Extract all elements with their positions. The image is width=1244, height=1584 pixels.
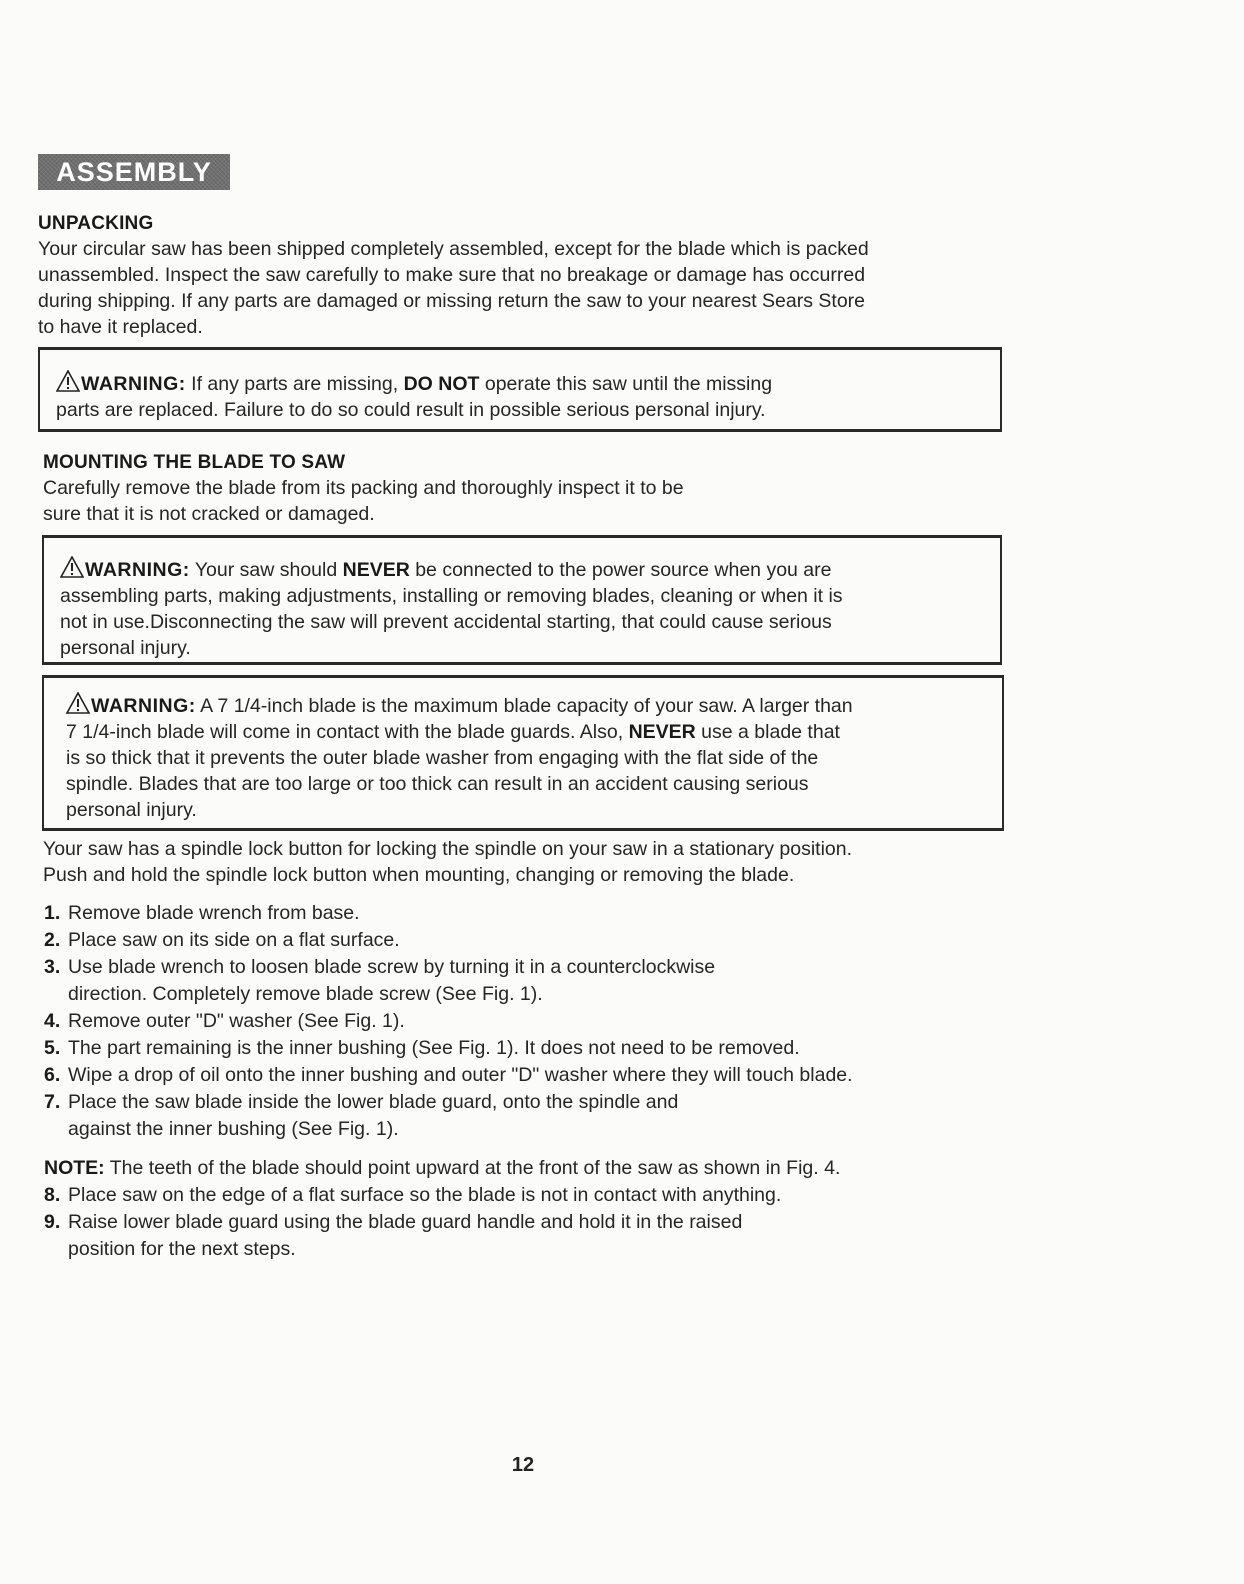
warning-label: WARNING: <box>91 695 196 717</box>
warning-text: 7 1/4-inch blade will come in contact with the blade guards. Also, <box>66 721 629 743</box>
note-text: The teeth of the blade should point upward at the front of the saw as shown in Fig. 4. <box>104 1157 841 1179</box>
step-number: 3. <box>44 956 61 978</box>
step-text: Remove outer "D" washer (See Fig. 1). <box>68 1010 405 1032</box>
mounting-paragraph <box>43 475 1003 527</box>
step-number: 6. <box>44 1064 61 1086</box>
step-item <box>44 954 1004 1008</box>
page-number: 12 <box>511 1454 535 1476</box>
warning-line: is so thick that it prevents the outer blade washer from engaging with the flat side of the <box>66 747 819 769</box>
warning-line: personal injury. <box>60 637 191 659</box>
heading-mounting-blade: MOUNTING THE BLADE TO SAW <box>43 452 346 473</box>
warning-box-power-source <box>42 535 1002 665</box>
section-banner-assembly: ASSEMBLY <box>38 154 230 190</box>
step-item <box>44 1035 1004 1062</box>
paragraph-line: Push and hold the spindle lock button when mounting, changing or removing the blade. <box>43 864 795 886</box>
step-text: The part remaining is the inner bushing (See Fig. 1). It does not need to be removed. <box>68 1037 800 1059</box>
spindle-lock-paragraph <box>43 836 1023 888</box>
warning-emphasis: NEVER <box>342 559 410 581</box>
warning-line: personal injury. <box>66 799 197 821</box>
step-number: 5. <box>44 1037 61 1059</box>
step-text: Use blade wrench to loosen blade screw by turning it in a counterclockwise <box>68 956 716 978</box>
warning-text: A 7 1/4-inch blade is the maximum blade capacity of your saw. A larger than <box>195 695 853 717</box>
warning-line <box>60 556 984 583</box>
step-number: 9. <box>44 1211 61 1233</box>
step-number: 4. <box>44 1010 61 1032</box>
warning-line <box>56 370 984 397</box>
step-item <box>44 1182 1004 1209</box>
warning-triangle-icon <box>60 556 84 578</box>
warning-line <box>66 692 986 719</box>
warning-text: If any parts are missing, <box>185 373 404 395</box>
warning-text: use a blade that <box>695 721 840 743</box>
step-number: 2. <box>44 929 61 951</box>
step-item <box>44 1089 1004 1143</box>
step-text: Wipe a drop of oil onto the inner bushing and outer "D" washer where they will touch blade. <box>68 1064 853 1086</box>
step-text: against the inner bushing (See Fig. 1). <box>68 1118 399 1140</box>
unpacking-paragraph <box>38 236 1018 340</box>
step-item <box>44 900 1004 927</box>
step-item <box>44 1008 1004 1035</box>
step-item <box>44 1209 1004 1263</box>
paragraph-line: during shipping. If any parts are damaged or missing return the saw to your nearest Sears Store <box>38 290 866 312</box>
paragraph-line: to have it replaced. <box>38 316 203 338</box>
warning-box-blade-capacity <box>42 675 1004 831</box>
mounting-steps-list <box>44 900 1004 1263</box>
step-number: 1. <box>44 902 61 924</box>
step-item <box>44 1062 1004 1089</box>
warning-line: assembling parts, making adjustments, installing or removing blades, cleaning or when it is <box>60 585 843 607</box>
paragraph-line: Carefully remove the blade from its packing and thoroughly inspect it to be <box>43 477 684 499</box>
note-blade-teeth <box>44 1155 1004 1182</box>
step-text: position for the next steps. <box>68 1238 296 1260</box>
step-text: direction. Completely remove blade screw (See Fig. 1). <box>68 983 543 1005</box>
step-item <box>44 927 1004 954</box>
step-text: Raise lower blade guard using the blade guard handle and hold it in the raised <box>68 1211 743 1233</box>
paragraph-line: unassembled. Inspect the saw carefully to make sure that no breakage or damage has occurred <box>38 264 866 286</box>
step-text: Remove blade wrench from base. <box>68 902 360 924</box>
warning-text: Your saw should <box>189 559 343 581</box>
warning-line: parts are replaced. Failure to do so could result in possible serious personal injury. <box>56 399 766 421</box>
warning-emphasis: DO NOT <box>403 373 480 395</box>
heading-unpacking: UNPACKING <box>38 213 154 234</box>
warning-label: WARNING: <box>81 373 186 395</box>
step-text: Place saw on its side on a flat surface. <box>68 929 400 951</box>
warning-triangle-icon <box>56 370 80 392</box>
paragraph-line: Your circular saw has been shipped completely assembled, except for the blade which is packed <box>38 238 869 260</box>
warning-text: be connected to the power source when you are <box>409 559 832 581</box>
warning-line: spindle. Blades that are too large or too thick can result in an accident causing serious <box>66 773 809 795</box>
paragraph-line: sure that it is not cracked or damaged. <box>43 503 375 525</box>
step-text: Place the saw blade inside the lower blade guard, onto the spindle and <box>68 1091 679 1113</box>
warning-triangle-icon <box>66 692 90 714</box>
step-number: 7. <box>44 1091 61 1113</box>
note-label: NOTE: <box>44 1157 105 1179</box>
warning-emphasis: NEVER <box>628 721 696 743</box>
step-text: Place saw on the edge of a flat surface so the blade is not in contact with anything. <box>68 1184 782 1206</box>
warning-label: WARNING: <box>85 559 190 581</box>
warning-box-missing-parts <box>38 347 1002 432</box>
paragraph-line: Your saw has a spindle lock button for locking the spindle on your saw in a stationary position. <box>43 838 853 860</box>
step-number: 8. <box>44 1184 61 1206</box>
warning-line: not in use.Disconnecting the saw will prevent accidental starting, that could cause serious <box>60 611 832 633</box>
warning-text: operate this saw until the missing <box>479 373 773 395</box>
warning-line <box>66 719 986 745</box>
